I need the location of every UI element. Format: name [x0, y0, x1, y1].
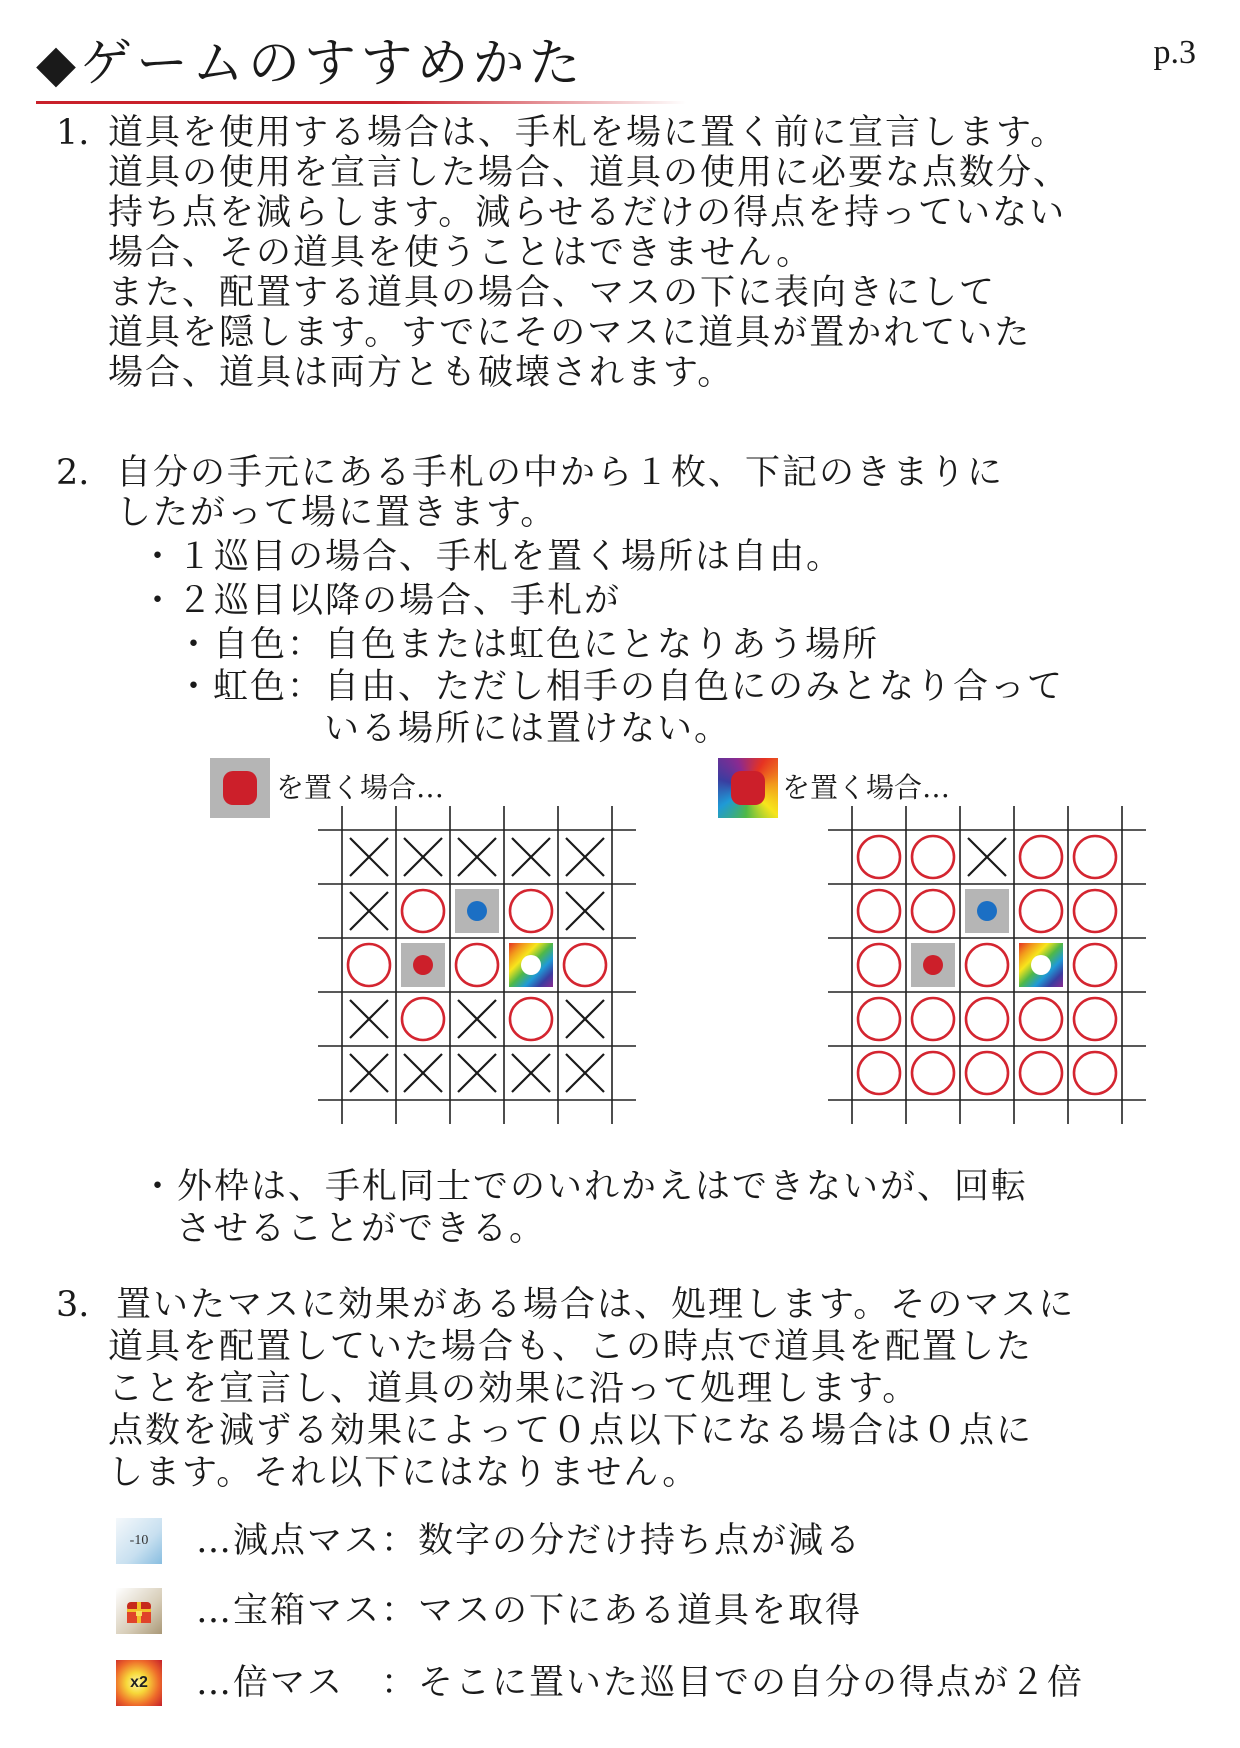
section-3-line: 点数を減ずる効果によって０点以下になる場合は０点に	[108, 1411, 1034, 1451]
double-score-tile-icon	[116, 1660, 162, 1706]
section-1-number: 1.	[56, 113, 90, 153]
section-1-line: また、配置する道具の場合、マスの下に表向きにして	[108, 273, 997, 313]
rule-second-round: ・２巡目以降の場合、手札が	[140, 581, 622, 621]
placement-grid-left	[312, 800, 642, 1130]
legend-treasure-tile-text: …宝箱マス：マスの下にある道具を取得	[196, 1591, 863, 1631]
allowed-circle-mark	[858, 836, 900, 878]
allowed-circle-mark	[966, 998, 1008, 1040]
allowed-circle-mark	[564, 944, 606, 986]
section-2-line: 自分の手元にある手札の中から１枚、下記のきまりに	[116, 453, 1005, 493]
page-title-wrap	[36, 34, 585, 94]
section-1-line: 場合、その道具を使うことはできません。	[108, 233, 814, 273]
page-number: p.3	[1153, 34, 1196, 71]
allowed-circle-mark	[402, 890, 444, 932]
section-3-line: 置いたマスに効果がある場合は、処理します。そのマスに	[116, 1285, 1076, 1325]
allowed-circle-mark	[966, 944, 1008, 986]
white-piece-dot	[521, 955, 541, 975]
section-2-number: 2.	[56, 453, 90, 493]
minus-ten-label: -10	[129, 1533, 149, 1548]
page-title: ◆ゲームのすすめかた	[36, 34, 585, 94]
section-1-line: 道具を隠します。すでにそのマスに道具が置かれていた	[108, 313, 1032, 353]
section-3-line: します。それ以下にはなりません。	[108, 1453, 700, 1493]
allowed-circle-mark	[1020, 998, 1062, 1040]
treasure-chest-tile-icon	[116, 1588, 162, 1634]
section-1-line: 持ち点を減らします。減らせるだけの得点を持っていない	[108, 193, 1067, 233]
legend-double-tile-text: …倍マス ：そこに置いた巡目での自分の得点が２倍	[196, 1663, 1085, 1703]
sub-rule-rainbow: ・虹色：自由、ただし相手の自色にのみとなり合って	[176, 667, 1065, 707]
legend-minus-tile-text: …減点マス：数字の分だけ持ち点が減る	[196, 1521, 863, 1561]
frame-rule: ・外枠は、手札同士でのいれかえはできないが、回転	[140, 1167, 1029, 1207]
allowed-circle-mark	[1020, 1052, 1062, 1094]
section-1-line: 道具の使用を宣言した場合、道具の使用に必要な点数分、	[108, 153, 1071, 193]
allowed-circle-mark	[966, 1052, 1008, 1094]
section-3-line: 道具を配置していた場合も、この時点で道具を配置した	[108, 1327, 1034, 1367]
double-score-label: x2	[130, 1674, 148, 1691]
allowed-circle-mark	[858, 1052, 900, 1094]
allowed-circle-mark	[912, 836, 954, 878]
allowed-circle-mark	[1074, 998, 1116, 1040]
allowed-circle-mark	[912, 1052, 954, 1094]
placement-grid-right	[822, 800, 1152, 1130]
section-3-number: 3.	[56, 1285, 90, 1325]
allowed-circle-mark	[456, 944, 498, 986]
allowed-circle-mark	[510, 890, 552, 932]
title-underline	[36, 101, 686, 104]
allowed-circle-mark	[1020, 890, 1062, 932]
allowed-circle-mark	[1074, 944, 1116, 986]
section-1-line: 場合、道具は両方とも破壊されます。	[108, 353, 735, 393]
section-2-line: したがって場に置きます。	[116, 493, 558, 533]
right-diagram-caption: を置く場合…	[782, 771, 951, 804]
frame-rule-continued: させることができる。	[176, 1209, 547, 1249]
red-piece-dot	[923, 955, 943, 975]
allowed-circle-mark	[348, 944, 390, 986]
sub-rule-own-color: ・自色：自色または虹色にとなりあう場所	[176, 625, 880, 665]
red-piece-icon	[223, 771, 257, 805]
red-piece-swatch	[210, 758, 270, 818]
red-piece-icon	[731, 771, 765, 805]
allowed-circle-mark	[510, 998, 552, 1040]
allowed-circle-mark	[1074, 1052, 1116, 1094]
blue-piece-dot	[467, 901, 487, 921]
section-3-line: ことを宣言し、道具の効果に沿って処理します。	[108, 1369, 920, 1409]
allowed-circle-mark	[1020, 836, 1062, 878]
section-1-line: 道具を使用する場合は、手札を場に置く前に宣言します。	[108, 113, 1068, 153]
blue-piece-dot	[977, 901, 997, 921]
rainbow-piece-swatch	[718, 758, 778, 818]
red-piece-dot	[413, 955, 433, 975]
white-piece-dot	[1031, 955, 1051, 975]
allowed-circle-mark	[402, 998, 444, 1040]
rule-first-round: ・１巡目の場合、手札を置く場所は自由。	[140, 537, 844, 577]
allowed-circle-mark	[912, 890, 954, 932]
allowed-circle-mark	[1074, 890, 1116, 932]
allowed-circle-mark	[1074, 836, 1116, 878]
allowed-circle-mark	[858, 890, 900, 932]
left-diagram-caption: を置く場合…	[276, 771, 445, 804]
minus-ten-tile-icon	[116, 1518, 162, 1564]
allowed-circle-mark	[858, 998, 900, 1040]
allowed-circle-mark	[912, 998, 954, 1040]
sub-rule-rainbow-continued: いる場所には置けない。	[324, 709, 732, 749]
allowed-circle-mark	[858, 944, 900, 986]
